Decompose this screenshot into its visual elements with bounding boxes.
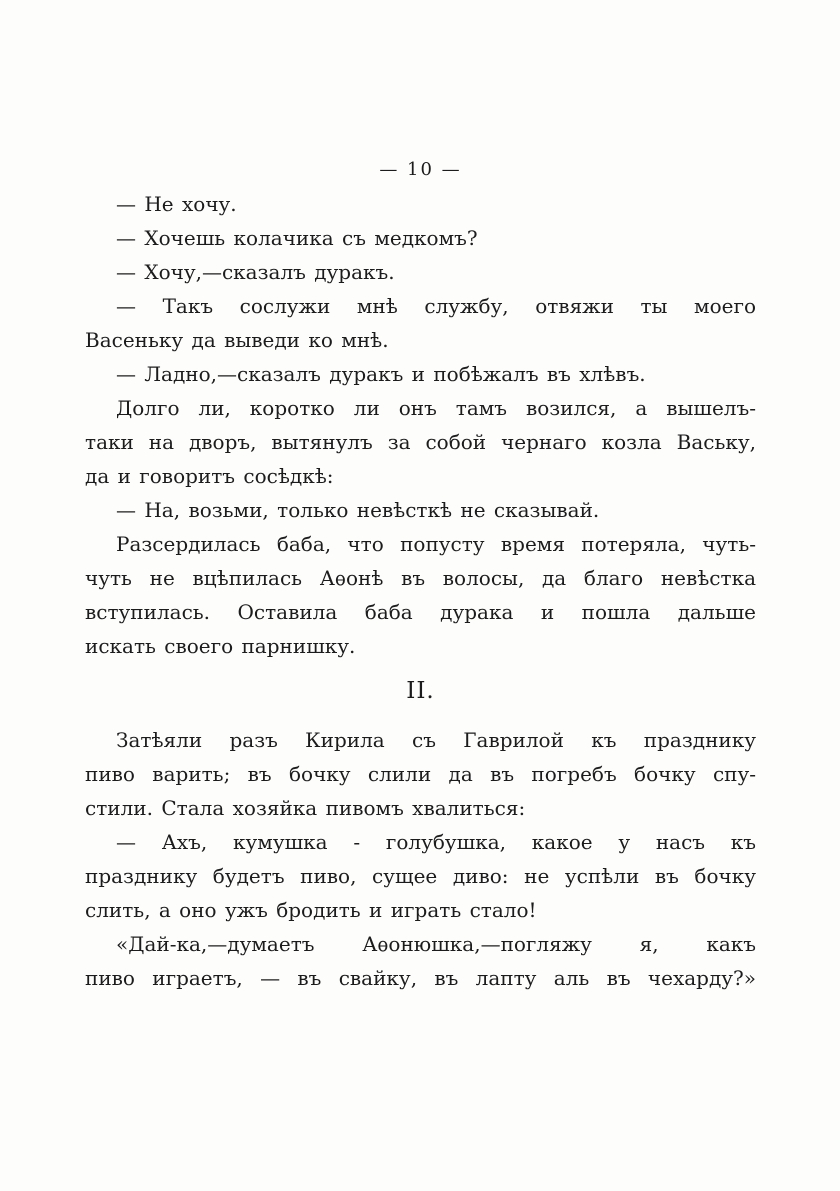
- paragraph: [85, 357, 756, 391]
- paragraph: [85, 187, 756, 221]
- text-line: вступилась. Оставила баба дурака и пошла дальше: [85, 600, 756, 624]
- text-line: празднику будетъ пиво, сущее диво: не успѣли въ бочку: [85, 864, 756, 888]
- text-line: да и говоритъ сосѣдкѣ:: [85, 464, 334, 488]
- paragraph: [85, 723, 756, 825]
- text-line: таки на дворъ, вытянулъ за собой чернаго козла Ваську,: [85, 430, 756, 454]
- paragraph: [85, 825, 756, 927]
- text-line: чуть не вцѣпилась Аѳонѣ въ волосы, да благо невѣстка: [85, 566, 756, 590]
- text-line: Васеньку да выведи ко мнѣ.: [85, 328, 389, 352]
- page-number-header: — 10 —: [379, 159, 462, 180]
- text-block: [85, 153, 756, 995]
- paragraph: [85, 927, 756, 995]
- text-line: «Дай-ка,—думаетъ Аѳонюшка,—погляжу я, какъ: [116, 932, 756, 956]
- text-line: пиво варить; въ бочку слили да въ погребъ бочку спу-: [85, 762, 756, 786]
- text-line: слить, а оно ужъ бродить и играть стало!: [85, 898, 537, 922]
- text-line: — Ладно,—сказалъ дуракъ и побѣжалъ въ хлѣвъ.: [116, 362, 646, 386]
- section-heading: II.: [406, 678, 435, 704]
- paragraph: [85, 221, 756, 255]
- text-line: стили. Стала хозяйка пивомъ хвалиться:: [85, 796, 526, 820]
- text-line: пиво играетъ, — въ свайку, въ лапту аль въ чехарду?»: [85, 966, 756, 990]
- text-line: — Ахъ, кумушка - голубушка, какое у насъ къ: [116, 830, 756, 854]
- text-line: Затѣяли разъ Кирила съ Гаврилой къ празднику: [116, 728, 756, 752]
- text-line: искать своего парнишку.: [85, 634, 356, 658]
- spacer: [85, 663, 756, 674]
- text-line: — Хочешь колачика съ медкомъ?: [116, 226, 478, 250]
- text-line: — Не хочу.: [116, 192, 237, 216]
- text-line: — На, возьми, только невѣсткѣ не сказывай.: [116, 498, 600, 522]
- spacer: [85, 708, 756, 723]
- text-line: Долго ли, коротко ли онъ тамъ возился, а вышелъ-: [116, 396, 756, 420]
- paragraph: [85, 527, 756, 663]
- paragraph: [85, 391, 756, 493]
- text-line: Разсердилась баба, что попусту время потеряла, чуть-: [116, 532, 756, 556]
- paragraph: [85, 493, 756, 527]
- paragraph: [85, 289, 756, 357]
- text-line: — Хочу,—сказалъ дуракъ.: [116, 260, 395, 284]
- paragraph: [85, 255, 756, 289]
- text-line: — Такъ сослужи мнѣ службу, отвяжи ты моего: [116, 294, 756, 318]
